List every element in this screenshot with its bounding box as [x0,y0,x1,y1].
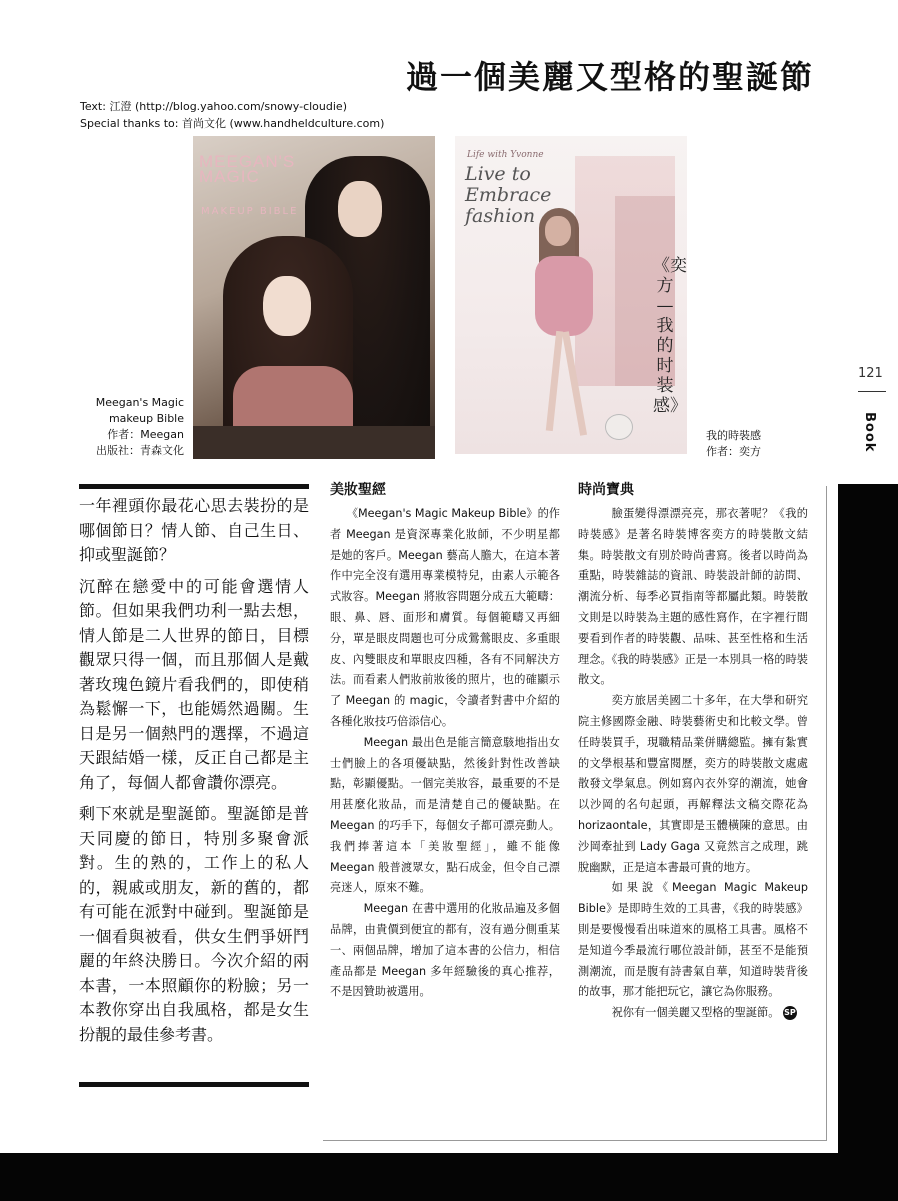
cover-vertical-title: 《奕方 — 我的时装感》 [653,256,687,416]
closing-paragraph: 祝你有一個美麗又型格的聖誕節。 SP [611,1006,796,1020]
body-paragraph: 臉蛋變得漂漂亮亮，那衣著呢？《我的時裝感》是著名時裝博客奕方的時裝散文結集。時裝散文有別於時尚書寫。後者以時尚為重點，時裝雜誌的資訊、時裝設計師的訪問、潮流分析、每季必買指南等都屬此類。時裝散文則是以時裝為主題的感性寫作，在字裡行間要看到作者的時裝觀、品味、甚至性格和生活理念。《我的時裝感》正是一本別具一格的時裝散文。 [578,507,808,687]
book-cover-meegan [193,136,435,459]
section-label: Book [862,412,877,453]
intro-bottom-rule [79,1082,309,1087]
fashion-column [578,480,808,1024]
frame-line [826,486,827,1140]
cover-title: MEEGAN'S MAGIC [199,152,296,186]
cover-series-label: Life with Yvonne [467,150,544,160]
cover-figure-dress [535,256,593,336]
makeup-column [330,480,560,1003]
body-paragraph: 《Meegan's Magic Makeup Bible》的作者 Meegan 是資深專業化妝師，不少明星都是她的客戶。Meegan 藝高人膽大，在這本著作中完全沒有選用專業模特兒，由素人示範各式妝容。Meegan 將妝容問題分成五大範疇：眼、鼻、唇、面形和膚質。每個範疇又再細分，單是眼皮問題也可分成鶯鶯眼皮、多重眼皮、內雙眼皮和單眼皮四種，各有不同解決方法。而看素人們妝前妝後的照片，也的確顯示了 Meegan 的 magic，令讀者對書中介紹的各種化妝技巧倍添信心。 [330,507,560,728]
cover-figure-leg [546,331,563,431]
section-heading: 時尚寶典 [578,482,634,498]
intro-paragraph: 沉醉在戀愛中的可能會選情人節。但如果我們功利一點去想，情人節是二人世界的節日，目標觀眾只得一個，而且那個人是戴著玫瑰色鏡片看我們的，即使稍為鬆懈一下，也能嫣然過關。生日是另一個熱門的選擇，不過這天跟結婚一樣，反正自己都是主角了，每個人都會讚你漂亮。 [79,576,309,792]
cover-model-front-face [263,276,311,336]
cover-english-title: Live to Embrace fashion [465,163,552,227]
body-paragraph: Meegan 最出色是能言簡意駭地指出女士們臉上的各項優缺點，然後針對性改善缺點，彰顯優點。一個完美妝容，最重要的不是用甚麼化妝品，而是清楚自己的優缺點。在 Meegan 的巧手下，每個女子都可漂亮動人。我們捧著這本「美妝聖經」，雖不能像 Meegan 般普渡眾女，點石成金，但令自己漂亮迷人，原來不難。 [330,735,560,895]
body-paragraph: 如果說《Meegan Magic Makeup Bible》是即時生效的工具書，《我的時裝感》則是要慢慢看出味道來的風格工具書。風格不是知道今季最流行哪位設計師，甚至不是能預測潮流，而是腹有詩書氣自華，知道時裝背後的故事，那才能把玩它，讓它為你服務。 [578,881,808,999]
body-paragraph: Meegan 在書中選用的化妝品遍及多個品牌，由貴價到便宜的都有，沒有過分側重某一、兩個品牌，增加了這本書的公信力，相信產品都是 Meegan 多年經驗後的真心推荐，不是因贊助被選用。 [330,902,560,999]
cover-table [193,426,435,459]
cover-dog-illustration [605,414,633,440]
book-cover-fashion [455,136,687,454]
cover-model-back-face [338,181,382,237]
page-bottom-band [0,1153,898,1201]
intro-paragraph: 剩下來就是聖誕節。聖誕節是普天同慶的節日，特別多聚會派對。生的熟的，工作上的私人的，親戚或朋友，新的舊的，都有可能在派對中碰到。聖誕節是一個看與被看，供女生們爭妍鬥麗的年終決勝日。今次介紹的兩本書，一本照顧你的粉臉；另一本教你穿出自我風格，都是女生扮靚的最佳參考書。 [79,804,309,1044]
book2-caption: 我的時裝感 作者：奕方 [706,429,761,458]
intro-column [79,494,309,1054]
body-paragraph: 奕方旅居美國二十多年，在大學和研究院主修國際金融、時裝藝術史和比較文學。曾任時裝買手，現職精品業併購總監。擁有紮實的文學根基和豐富閱歷，奕方的時裝散文處處散發文學氣息。例如寫內衣外穿的潮流，她會以沙岡的名句起頭，再解釋法文稿交際花為 horizaontale，其實即是玉體橫陳的意思。由沙岡牽扯到 Lady Gaga 又竟然言之成理，跳脫幽默，正是這本書最可貴的地方。 [578,694,808,874]
book1-caption: Meegan's Magic makeup Bible 作者：Meegan 出版社：青森文化 [95,396,184,457]
intro-paragraph: 一年裡頭你最花心思去裝扮的是哪個節日？情人節、自己生日、抑或聖誕節？ [79,496,309,564]
page-number: 121 [858,366,883,381]
intro-top-rule [79,484,309,489]
cover-subtitle: MAKEUP BIBLE [201,206,299,217]
page-number-divider [858,391,886,392]
article-title: 過一個美麗又型格的聖誕節 [405,58,814,96]
frame-line [323,1140,827,1141]
sp-logo-icon: SP [783,1006,797,1020]
thanks-credit: Special thanks to: 首尚文化 (www.handheldculture.com) [80,117,385,130]
page-edge-band [838,484,898,1201]
text-credit: Text: 江澄 (http://blog.yahoo.com/snowy-cloudie) [80,100,347,113]
section-heading: 美妝聖經 [330,482,386,498]
